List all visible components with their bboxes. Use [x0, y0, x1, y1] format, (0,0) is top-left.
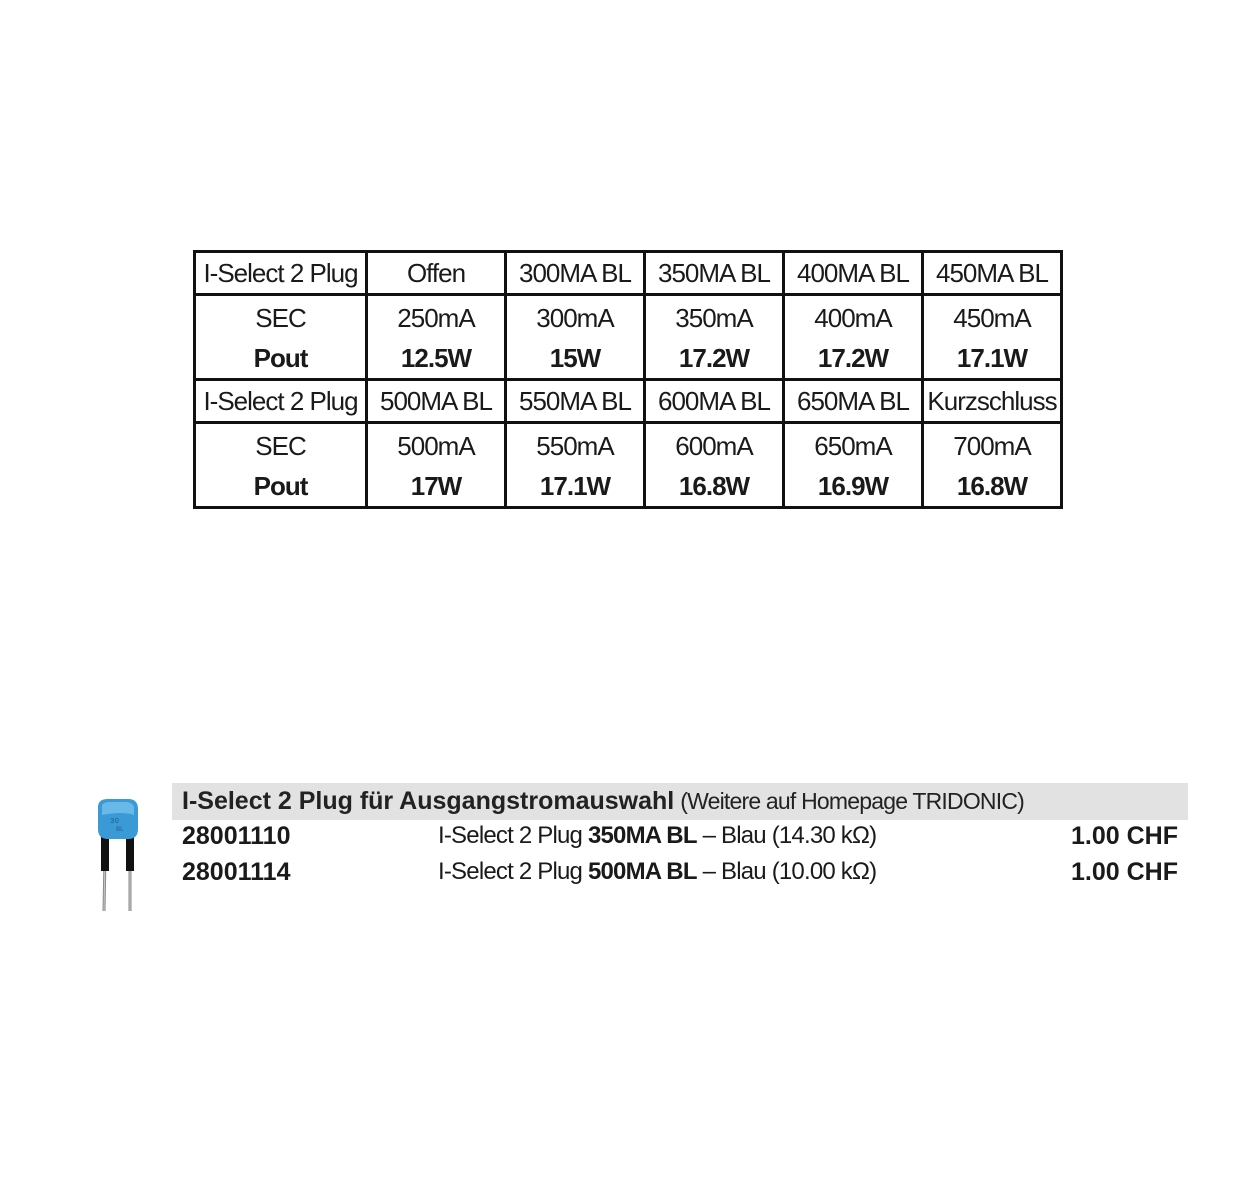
product-row	[182, 822, 1182, 856]
price: 1.00 CHF	[1071, 822, 1178, 850]
table-cell: 16.9W	[784, 466, 923, 508]
article-number: 28001110	[182, 822, 291, 850]
table-cell: 700mA	[923, 423, 1062, 467]
table-cell: 500mA	[367, 423, 506, 467]
desc-suffix: – Blau (10.00 kΩ)	[696, 858, 877, 885]
product-header	[172, 783, 1188, 820]
table-header-row	[195, 252, 1062, 295]
table-cell: 600mA	[645, 423, 784, 467]
product-row	[182, 858, 1182, 892]
table-cell: Offen	[367, 252, 506, 295]
table-cell: 300MA BL	[506, 252, 645, 295]
table-cell: 450MA BL	[923, 252, 1062, 295]
table-cell: 17.2W	[645, 338, 784, 380]
product-description	[438, 822, 876, 850]
price: 1.00 CHF	[1071, 858, 1178, 886]
table-sec-row	[195, 295, 1062, 339]
table-cell: I-Select 2 Plug	[195, 252, 367, 295]
table-cell: 17W	[367, 466, 506, 508]
table-cell: 550MA BL	[506, 380, 645, 423]
table-cell: 17.2W	[784, 338, 923, 380]
table-cell: 650mA	[784, 423, 923, 467]
product-title: I-Select 2 Plug für Ausgangstromauswahl	[182, 787, 675, 815]
table-cell: 12.5W	[367, 338, 506, 380]
table-cell: 600MA BL	[645, 380, 784, 423]
table-cell: I-Select 2 Plug	[195, 380, 367, 423]
table-pout-row	[195, 338, 1062, 380]
table-cell: 500MA BL	[367, 380, 506, 423]
product-note: (Weitere auf Homepage TRIDONIC)	[680, 788, 1024, 814]
table-header-row	[195, 380, 1062, 423]
spec-table	[193, 250, 1063, 509]
table-cell: Pout	[195, 466, 367, 508]
desc-prefix: I-Select 2 Plug	[438, 858, 588, 885]
table-cell: 16.8W	[923, 466, 1062, 508]
table-cell: Kurzschluss	[923, 380, 1062, 423]
table-cell: 250mA	[367, 295, 506, 339]
desc-suffix: – Blau (14.30 kΩ)	[696, 822, 877, 849]
svg-text:30: 30	[110, 817, 119, 825]
table-pout-row	[195, 466, 1062, 508]
table-cell: 16.8W	[645, 466, 784, 508]
table-cell: 400MA BL	[784, 252, 923, 295]
table-cell: 15W	[506, 338, 645, 380]
table-cell: 400mA	[784, 295, 923, 339]
table-cell: Pout	[195, 338, 367, 380]
desc-bold: 500MA BL	[587, 858, 697, 885]
svg-text:BL: BL	[116, 826, 124, 833]
resistor-plug-icon	[92, 797, 148, 915]
table-cell: 350MA BL	[645, 252, 784, 295]
table-cell: 550mA	[506, 423, 645, 467]
desc-prefix: I-Select 2 Plug	[438, 822, 588, 849]
table-cell: 650MA BL	[784, 380, 923, 423]
table-cell: 350mA	[645, 295, 784, 339]
table-sec-row	[195, 423, 1062, 467]
product-description	[438, 858, 876, 886]
desc-bold: 350MA BL	[587, 822, 697, 849]
table-cell: 450mA	[923, 295, 1062, 339]
table-cell: SEC	[195, 423, 367, 467]
table-cell: 17.1W	[506, 466, 645, 508]
table-cell: 300mA	[506, 295, 645, 339]
table-cell: 17.1W	[923, 338, 1062, 380]
article-number: 28001114	[182, 858, 291, 886]
table-cell: SEC	[195, 295, 367, 339]
